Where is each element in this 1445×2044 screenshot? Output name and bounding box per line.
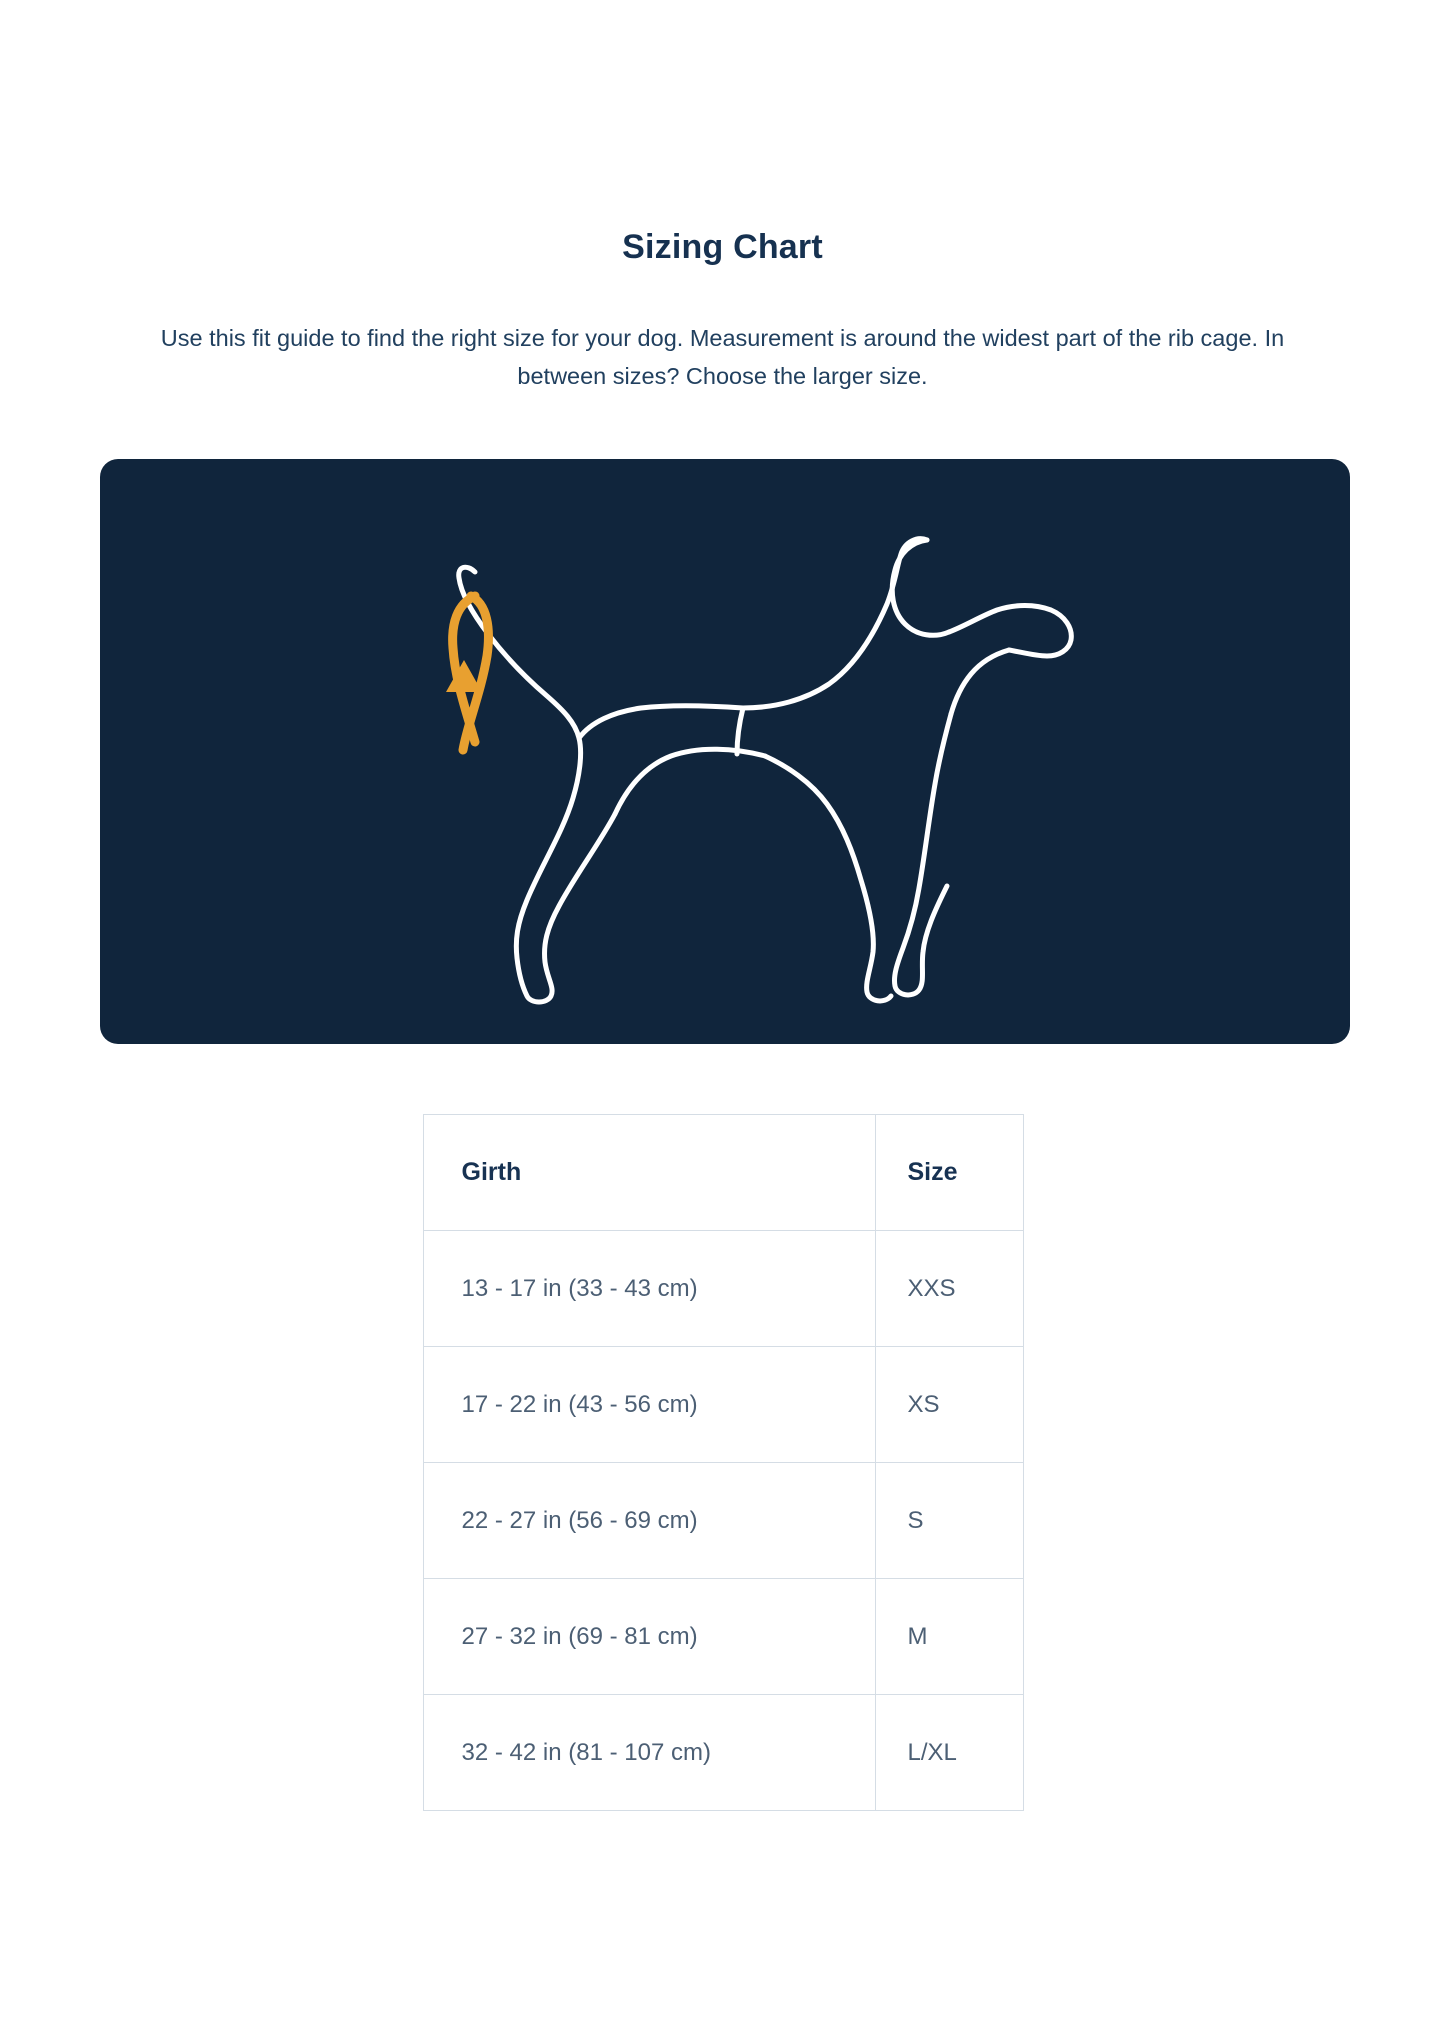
page-description: Use this fit guide to find the right size for your dog. Measurement is around the widest part of the rib cage. In between sizes? Choose the larger size. [160, 325, 1285, 390]
cell-girth: 13 - 17 in (33 - 43 cm) [423, 1231, 875, 1347]
cell-girth: 32 - 42 in (81 - 107 cm) [423, 1695, 875, 1811]
cell-size: XXS [875, 1231, 1023, 1347]
cell-size: XS [875, 1347, 1023, 1463]
size-table-head [423, 1115, 1023, 1231]
dog-girth-illustration [100, 459, 1350, 1044]
table-row [423, 1347, 1023, 1463]
column-header-girth: Girth [423, 1115, 875, 1231]
page-title: Sizing Chart [622, 228, 823, 266]
size-table-wrapper [423, 1114, 1023, 1811]
table-row [423, 1463, 1023, 1579]
table-header-row [423, 1115, 1023, 1231]
column-header-size: Size [875, 1115, 1023, 1231]
cell-size: S [875, 1463, 1023, 1579]
dog-outline-path [459, 538, 1072, 1001]
cell-size: L/XL [875, 1695, 1023, 1811]
cell-girth: 17 - 22 in (43 - 56 cm) [423, 1347, 875, 1463]
cell-girth: 27 - 32 in (69 - 81 cm) [423, 1579, 875, 1695]
dog-outline-svg [175, 492, 1275, 1012]
table-row [423, 1695, 1023, 1811]
cell-size: M [875, 1579, 1023, 1695]
cell-girth: 22 - 27 in (56 - 69 cm) [423, 1463, 875, 1579]
size-table-body [423, 1231, 1023, 1811]
table-row [423, 1579, 1023, 1695]
size-table [423, 1114, 1024, 1811]
table-row [423, 1231, 1023, 1347]
